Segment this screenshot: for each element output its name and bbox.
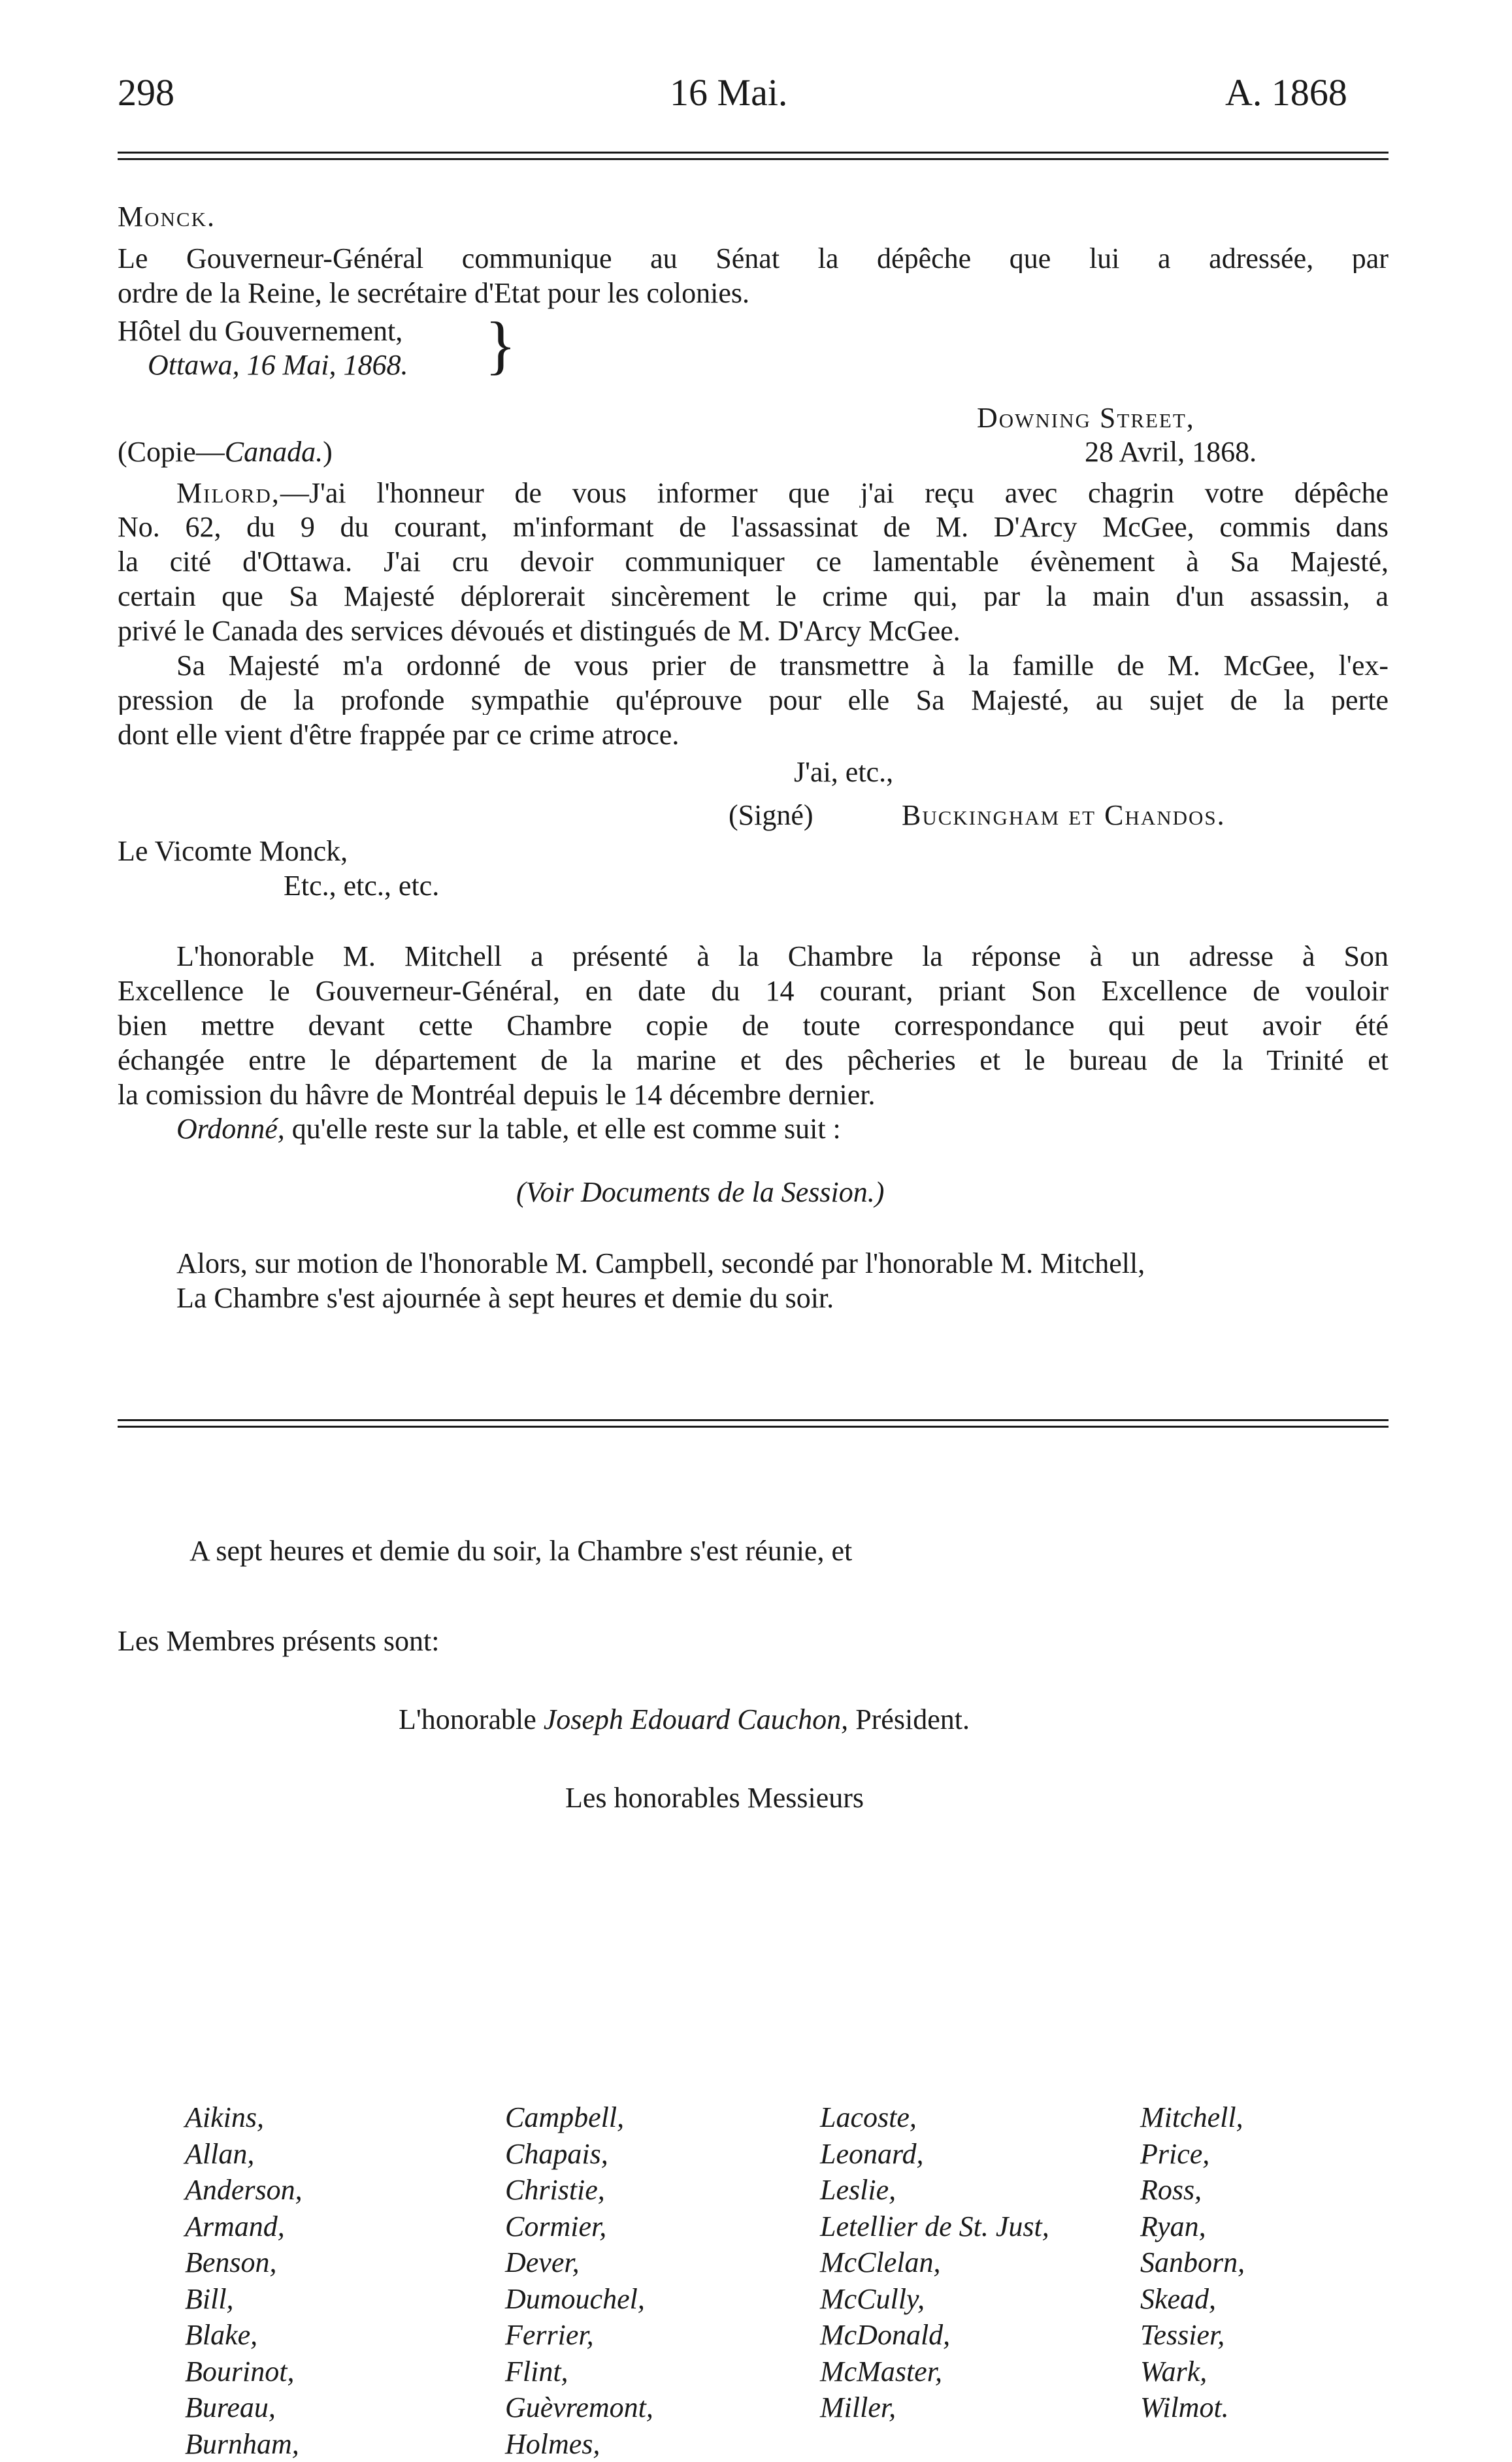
member-name: Sanborn, [1140,2244,1245,2281]
intro-line-1: Le Gouverneur-Général communique au Sénat la dépêche que lui a adressée, par [118,244,1389,273]
running-year: A. 1868 [1225,71,1347,114]
letter-closing: J'ai, etc., [794,758,893,787]
copy-label-start: (Copie— [118,436,225,468]
see-documents-text: (Voir Documents de la Session.) [516,1176,884,1208]
members-column-4 [1140,2099,1245,2426]
member-name: Flint, [505,2354,653,2390]
member-name: Ryan, [1140,2208,1245,2245]
member-name: Letellier de St. Just, [820,2208,1049,2245]
members-column-1 [185,2099,303,2462]
copy-label [118,438,333,467]
recipient-line-1: Le Vicomte Monck, [118,837,348,866]
member-name: McCully, [820,2281,1049,2318]
report-line-3: bien mettre devant cette Chambre copie de toute correspondance qui peut avoir été [118,1011,1389,1040]
member-name: Bill, [185,2281,303,2318]
place-text: Ottawa, 16 Mai, 1868. [148,349,408,381]
letter-line-4: certain que Sa Majesté déplorerait sincèrement le crime qui, par la main d'un assassin, a [118,582,1389,611]
place-line-1: Hôtel du Gouvernement, [118,317,403,346]
letter-line-3: la cité d'Ottawa. J'ai cru devoir communiquer ce lamentable évènement à Sa Majesté, [118,548,1389,576]
member-name: Mitchell, [1140,2099,1245,2136]
letter-line-6: Sa Majesté m'a ordonné de vous prier de transmettre à la famille de M. McGee, l'ex- [176,651,1389,680]
letter-signatory: Buckingham et Chandos. [902,801,1226,830]
report-ordered [176,1115,841,1143]
members-column-2 [505,2099,653,2462]
member-name: Guèvremont, [505,2389,653,2426]
letter-signed: (Signé) [729,801,814,830]
section-rule-bottom [118,1426,1389,1428]
member-name: Christie, [505,2172,653,2208]
member-name: Leonard, [820,2136,1049,2173]
report-line-2: Excellence le Gouverneur-Général, en date du 14 courant, priant Son Excellence de vouloir [118,977,1389,1006]
report-line-4: échangée entre le département de la marine et des pêcheries et le bureau de la Trinité et [118,1046,1389,1075]
report-ordered-italic: Ordonné, [176,1113,285,1145]
page-number: 298 [118,71,174,114]
member-name: McMaster, [820,2354,1049,2390]
letter-line-8: dont elle vient d'être frappée par ce crime atroce. [118,721,679,749]
letter-line-5: privé le Canada des services dévoués et distingués de M. D'Arcy McGee. [118,617,961,646]
member-name: McDonald, [820,2317,1049,2354]
member-name: Anderson, [185,2172,303,2208]
letter-line-1-text: —J'ai l'honneur de vous informer que j'ai reçu avec chagrin votre dépêche [280,479,1389,508]
member-name: Armand, [185,2208,303,2245]
place-line-2 [148,351,408,380]
member-name: Lacoste, [820,2099,1049,2136]
member-name: Cormier, [505,2208,653,2245]
president-name: Joseph Edouard Cauchon, [544,1703,848,1735]
letter-salutation: Milord, [176,479,280,508]
see-documents [516,1178,884,1207]
evening-line: A sept heures et demie du soir, la Chambre s'est réunie, et [189,1537,852,1566]
president-title: Président. [848,1703,970,1735]
member-name: Campbell, [505,2099,653,2136]
member-name: Allan, [185,2136,303,2173]
member-name: Holmes, [505,2426,653,2462]
member-name: Tessier, [1140,2317,1245,2354]
address-date: 28 Avril, 1868. [1085,438,1257,467]
member-name: Ferrier, [505,2317,653,2354]
member-name: Burnham, [185,2426,303,2462]
members-present: Les Membres présents sont: [118,1627,439,1656]
member-name: Price, [1140,2136,1245,2173]
member-name: Wilmot. [1140,2389,1245,2426]
running-date: 16 Mai. [670,71,787,114]
member-name: Skead, [1140,2281,1245,2318]
member-name: Leslie, [820,2172,1049,2208]
member-name: Bourinot, [185,2354,303,2390]
honorables-heading: Les honorables Messieurs [565,1784,864,1813]
motion-line-1: Alors, sur motion de l'honorable M. Campbell, secondé par l'honorable M. Mitchell, [176,1249,1145,1278]
member-name: Aikins, [185,2099,303,2136]
member-name: McClelan, [820,2244,1049,2281]
header-rule-bottom [118,158,1389,160]
address-street: Downing Street, [977,404,1195,433]
monck-heading: Monck. [118,203,216,231]
header-rule-top [118,152,1389,154]
member-name: Dever, [505,2244,653,2281]
report-ordered-text: qu'elle reste sur la table, et elle est comme suit : [285,1113,841,1145]
intro-line-2: ordre de la Reine, le secrétaire d'Etat pour les colonies. [118,279,749,308]
report-line-5: la comission du hâvre de Montréal depuis le 14 décembre dernier. [118,1081,876,1109]
copy-label-italic: Canada. [225,436,323,468]
place-brace: } [485,312,516,378]
member-name: Benson, [185,2244,303,2281]
motion-line-2: La Chambre s'est ajournée à sept heures et demie du soir. [176,1284,834,1313]
letter-line-2: No. 62, du 9 du courant, m'informant de l'assassinat de M. D'Arcy McGee, commis dans [118,513,1389,542]
copy-label-end: ) [323,436,333,468]
member-name: Chapais, [505,2136,653,2173]
section-rule-top [118,1419,1389,1421]
members-column-3 [820,2099,1049,2426]
recipient-line-2: Etc., etc., etc. [284,872,439,900]
report-line-1: L'honorable M. Mitchell a présenté à la Chambre la réponse à un adresse à Son [176,942,1389,971]
member-name: Miller, [820,2389,1049,2426]
member-name: Bureau, [185,2389,303,2426]
member-name: Dumouchel, [505,2281,653,2318]
president-line [399,1705,970,1734]
letter-line-1 [176,479,1389,508]
president-prefix: L'honorable [399,1703,544,1735]
member-name: Blake, [185,2317,303,2354]
letter-line-7: pression de la profonde sympathie qu'éprouve pour elle Sa Majesté, au sujet de la perte [118,686,1389,715]
member-name: Wark, [1140,2354,1245,2390]
member-name: Ross, [1140,2172,1245,2208]
